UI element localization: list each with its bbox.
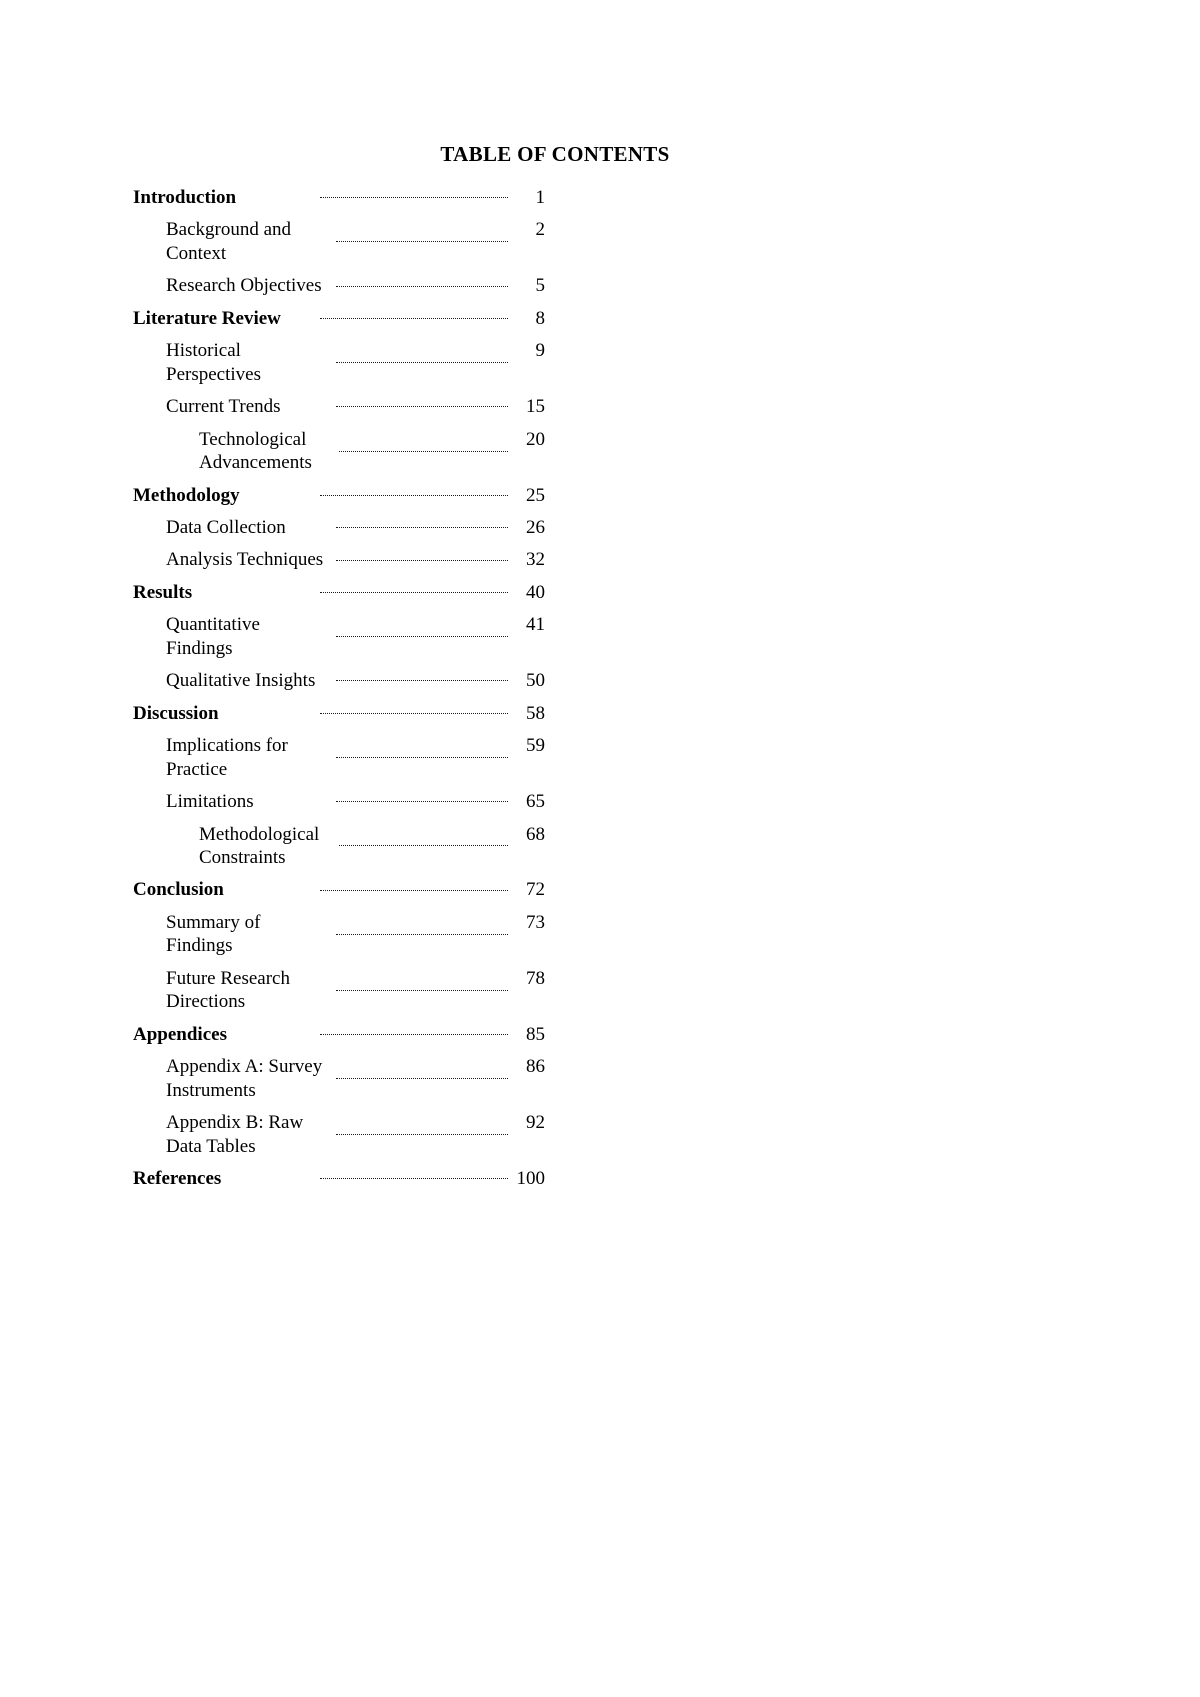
toc-page-number: 41 [526, 614, 545, 636]
toc-entry-label: Methodological Constraints [199, 823, 320, 868]
toc-page-number: 68 [526, 823, 545, 845]
toc-entry-label: Current Trends [166, 396, 281, 418]
toc-entry[interactable] [133, 1167, 545, 1190]
toc-page-number: 15 [526, 396, 545, 418]
toc-entry-label: Introduction [133, 187, 237, 208]
toc-entry-label: Methodology [133, 484, 240, 506]
toc-page-number: 72 [526, 879, 545, 901]
toc-entry-label: Quantitative Findings [166, 614, 260, 659]
toc-page-number: 78 [526, 967, 545, 989]
toc-entry-label: Results [133, 581, 193, 603]
toc-entry[interactable] [166, 1111, 545, 1158]
toc-entry[interactable] [166, 339, 545, 386]
toc-dot-leader [336, 757, 508, 758]
toc-entry[interactable] [166, 516, 545, 539]
toc-dot-leader [320, 1178, 508, 1179]
toc-entry[interactable] [199, 428, 545, 475]
toc-entry[interactable] [166, 218, 545, 265]
toc-entry[interactable] [166, 395, 545, 418]
toc-dot-leader [336, 636, 508, 637]
toc-entry[interactable] [166, 613, 545, 660]
toc-dot-leader [336, 286, 508, 287]
toc-dot-leader [336, 801, 508, 802]
toc-page-number: 50 [526, 670, 545, 692]
toc-page-number: 100 [516, 1167, 545, 1189]
toc-entry[interactable] [133, 484, 545, 507]
toc-dot-leader [339, 845, 508, 846]
toc-entry-label: References [133, 1167, 222, 1189]
toc-page-number: 2 [535, 219, 545, 241]
toc-dot-leader [320, 592, 508, 593]
toc-page-number: 32 [526, 549, 545, 571]
toc-dot-leader [336, 680, 508, 681]
toc-page-number: 20 [526, 428, 545, 450]
toc-entry-label: Limitations [166, 791, 254, 813]
toc-entry-label: Literature Review [133, 307, 281, 329]
toc-dot-leader [336, 406, 508, 407]
toc-dot-leader [336, 362, 508, 363]
toc-dot-leader [339, 451, 508, 452]
toc-entry-label: Summary of Findings [166, 911, 261, 957]
toc-page-number: 26 [526, 516, 545, 538]
toc-entry[interactable] [133, 186, 545, 209]
toc-dot-leader [320, 318, 508, 319]
toc-entry[interactable] [166, 790, 545, 813]
toc-page-number: 92 [526, 1112, 545, 1134]
toc-dot-leader [336, 241, 508, 242]
toc-entry[interactable] [199, 823, 545, 870]
toc-entry[interactable] [166, 967, 545, 1014]
toc-entry-label: Implications for Practice [166, 735, 288, 780]
toc-entry[interactable] [133, 1023, 545, 1046]
toc-dot-leader [336, 1078, 508, 1079]
toc-entry-label: Qualitative Insights [166, 670, 316, 692]
toc-page-number: 73 [526, 911, 545, 933]
toc-page-number: 40 [526, 581, 545, 603]
toc-entry[interactable] [133, 702, 545, 725]
toc-page-number: 1 [535, 187, 545, 208]
toc-entry-label: Historical Perspectives [166, 340, 261, 385]
toc-entry[interactable] [166, 1055, 545, 1102]
toc-entry[interactable] [166, 669, 545, 692]
toc-entry-label: Analysis Techniques [166, 549, 324, 571]
toc-dot-leader [336, 560, 508, 561]
toc-dot-leader [320, 197, 508, 198]
toc-entry[interactable] [166, 548, 545, 571]
toc-entry-label: Research Objectives [166, 275, 322, 297]
toc-dot-leader [320, 495, 508, 496]
toc-dot-leader [336, 1134, 508, 1135]
toc-entry-label: Discussion [133, 702, 219, 724]
toc-page-number: 86 [526, 1056, 545, 1078]
toc-entry-label: Technological Advancements [199, 428, 312, 474]
toc-entry-label: Future Research Directions [166, 967, 290, 1013]
toc-list [133, 186, 553, 1199]
toc-page-number: 25 [526, 484, 545, 506]
page-title: TABLE OF CONTENTS [440, 142, 670, 166]
toc-entry-label: Appendix B: Raw Data Tables [166, 1112, 304, 1157]
toc-entry[interactable] [133, 307, 545, 330]
toc-page-number: 58 [526, 702, 545, 724]
toc-entry-label: Background and Context [166, 219, 292, 264]
toc-dot-leader [336, 934, 508, 935]
toc-dot-leader [320, 713, 508, 714]
toc-dot-leader [320, 890, 508, 891]
toc-entry-label: Appendices [133, 1023, 227, 1045]
toc-page-number: 8 [535, 307, 545, 329]
toc-page-number: 5 [535, 275, 545, 297]
toc-dot-leader [336, 527, 508, 528]
toc-entry[interactable] [166, 274, 545, 297]
toc-entry[interactable] [166, 911, 545, 958]
toc-page-number: 9 [535, 340, 545, 362]
toc-page-number: 85 [526, 1023, 545, 1045]
toc-entry[interactable] [133, 878, 545, 901]
toc-entry-label: Appendix A: Survey Instruments [166, 1056, 323, 1101]
toc-page-number: 65 [526, 791, 545, 813]
toc-entry-label: Data Collection [166, 516, 286, 538]
toc-page-number: 59 [526, 735, 545, 757]
toc-dot-leader [320, 1034, 508, 1035]
toc-dot-leader [336, 990, 508, 991]
toc-entry[interactable] [133, 581, 545, 604]
toc-entry[interactable] [166, 734, 545, 781]
toc-entry-label: Conclusion [133, 879, 224, 901]
